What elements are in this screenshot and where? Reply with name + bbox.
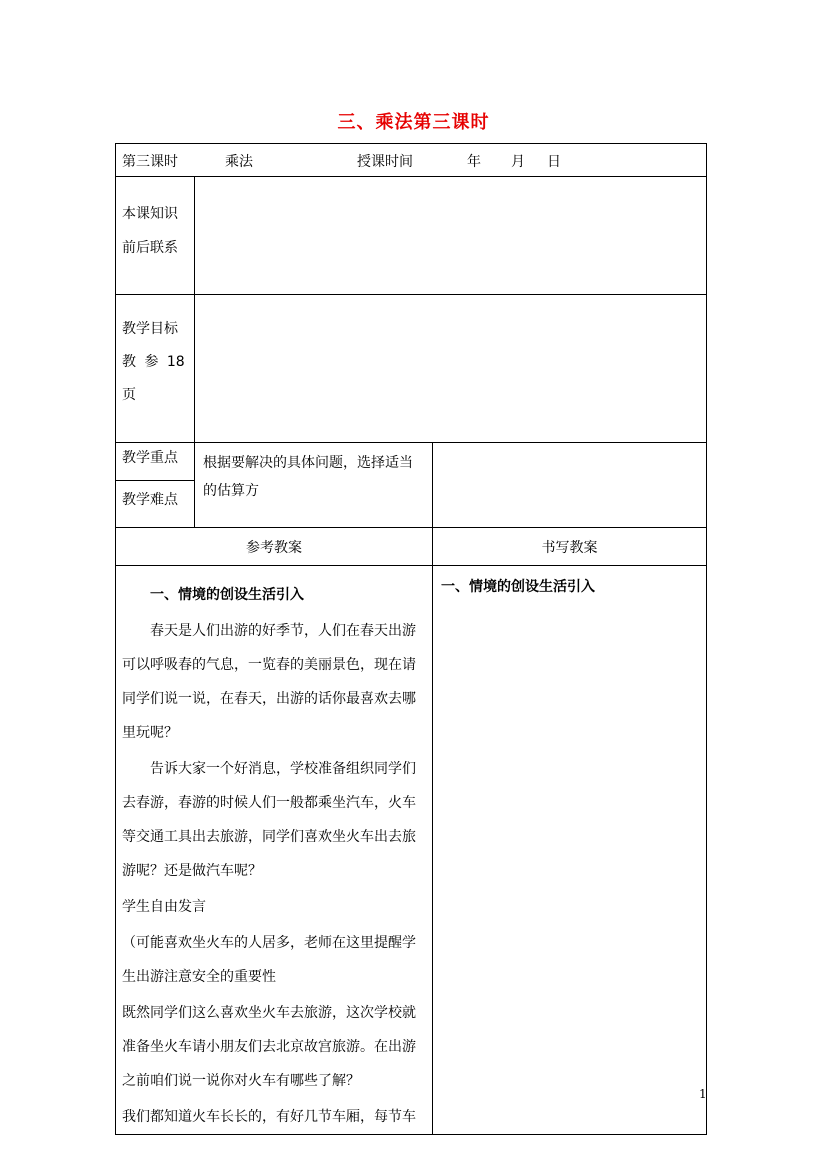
writing-plan-header: 书写教案 <box>541 539 598 556</box>
key-point-text-line1: 根据要解决的具体问题，选择适当 <box>203 455 413 471</box>
writing-heading: 一、情境的创设生活引入 <box>441 579 595 595</box>
goal-label-line2: 教 参 18 <box>122 354 185 370</box>
reference-p5-line1: 既然同学们这么喜欢坐火车去旅游，这次学校就 <box>122 1005 416 1021</box>
page-number: 1 <box>699 1087 707 1101</box>
key-point-text-line2: 的估算方 <box>203 483 259 499</box>
reference-p3: 学生自由发言 <box>122 899 206 915</box>
month-label: 月 <box>511 154 525 170</box>
key-point-row <box>116 443 707 481</box>
knowledge-cell <box>195 177 707 295</box>
reference-heading: 一、情境的创设生活引入 <box>150 587 304 603</box>
reference-p1-line1: 春天是人们出游的好季节，人们在春天出游 <box>150 623 416 639</box>
reference-p6: 我们都知道火车长长的，有好几节车厢，每节车 <box>122 1109 416 1125</box>
reference-p2-line4: 游呢？还是做汽车呢？ <box>122 863 262 879</box>
column-header-row <box>116 528 707 566</box>
goal-cell <box>195 295 707 443</box>
lesson-topic: 乘法 <box>225 154 253 170</box>
knowledge-row <box>116 177 707 295</box>
knowledge-label-line1: 本课知识 <box>122 206 178 222</box>
lesson-number: 第三课时 <box>122 154 178 170</box>
reference-p2-line1: 告诉大家一个好消息，学校准备组织同学们 <box>150 761 416 777</box>
reference-p1-line2: 可以呼吸春的气息，一览春的美丽景色，现在请 <box>122 657 416 673</box>
reference-p1-line4: 里玩呢？ <box>122 725 178 741</box>
key-point-writing-cell <box>433 443 707 528</box>
reference-p5-line2: 准备坐火车请小朋友们去北京故宫旅游。在出游 <box>122 1039 416 1055</box>
reference-p4-line2: 生出游注意安全的重要性 <box>122 969 276 985</box>
lesson-plan-table <box>115 143 707 1135</box>
goal-label-line1: 教学目标 <box>122 321 178 337</box>
reference-p2-line3: 等交通工具出去旅游，同学们喜欢坐火车出去旅 <box>122 829 416 845</box>
header-row <box>116 144 707 177</box>
reference-p1-line3: 同学们说一说，在春天，出游的话你最喜欢去哪 <box>122 691 416 707</box>
day-label: 日 <box>547 154 561 170</box>
content-row <box>116 566 707 1135</box>
goal-label-line3: 页 <box>122 387 136 403</box>
year-label: 年 <box>467 154 481 170</box>
key-point-label: 教学重点 <box>122 450 178 466</box>
page-title: 三、乘法第三课时 <box>337 112 490 133</box>
knowledge-label-line2: 前后联系 <box>122 240 178 256</box>
goal-row <box>116 295 707 443</box>
class-time-label: 授课时间 <box>357 154 413 170</box>
reference-p4-line1: （可能喜欢坐火车的人居多，老师在这里提醒学 <box>122 935 416 951</box>
difficulty-label: 教学难点 <box>122 492 178 508</box>
reference-p5-line3: 之前咱们说一说你对火车有哪些了解？ <box>122 1073 360 1089</box>
reference-plan-header: 参考教案 <box>246 539 302 556</box>
reference-p2-line2: 去春游，春游的时候人们一般都乘坐汽车，火车 <box>122 795 416 811</box>
